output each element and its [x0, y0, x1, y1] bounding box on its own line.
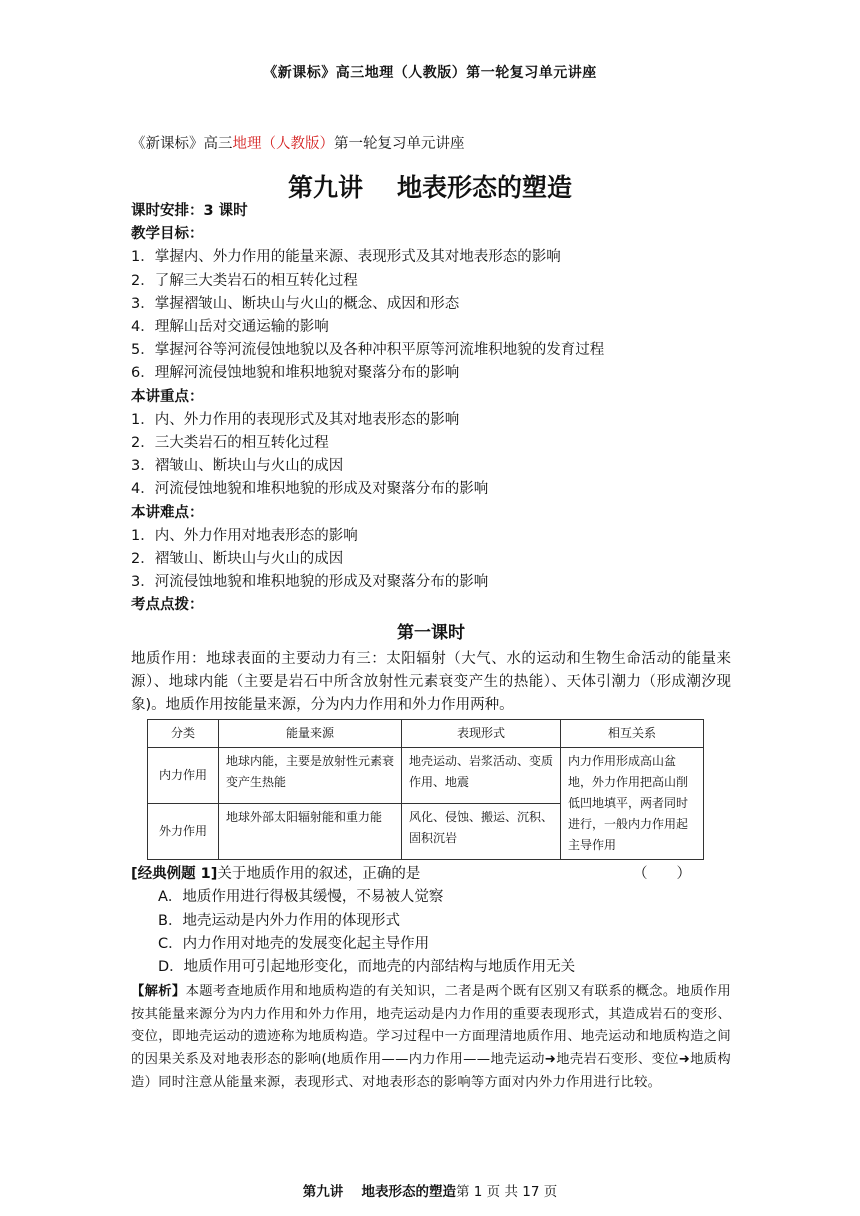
geologic-action-table: [147, 719, 704, 860]
subtitle-subject: 地理（人教版）: [232, 136, 334, 152]
example-option: A．地质作用进行得极其缓慢，不易被人觉察: [158, 889, 444, 906]
table-cell-source: 地球内能，主要是放射性元素衰变产生热能: [219, 748, 402, 804]
table-cell-type: 内力作用: [148, 748, 219, 804]
key-point: 3．褶皱山、断块山与火山的成因: [131, 458, 344, 475]
lesson-title: 第一课时: [397, 622, 465, 643]
table-header-row: [148, 720, 704, 748]
goal-item: 5．掌握河谷等河流侵蚀地貌以及各种冲积平原等河流堆积地貌的发育过程: [131, 342, 605, 359]
goals-heading: 教学目标：: [131, 226, 204, 243]
key-point: 1．内、外力作用的表现形式及其对地表形态的影响: [131, 411, 460, 428]
table-cell-source: 地球外部太阳辐射能和重力能: [219, 804, 402, 860]
example-label: [经典例题 1]: [131, 866, 218, 883]
difficult-point: 2．褶皱山、断块山与火山的成因: [131, 551, 344, 568]
schedule: 课时安排：3 课时: [131, 203, 248, 219]
difficult-point: 3．河流侵蚀地貌和堆积地貌的形成及对聚落分布的影响: [131, 574, 489, 591]
doc-subtitle: [131, 132, 465, 153]
goal-item: 4．理解山岳对交通运输的影响: [131, 319, 329, 336]
analysis-paragraph: [131, 981, 731, 1094]
footer-page: 第 1 页 共 17 页: [455, 1184, 558, 1200]
example-option: B．地壳运动是内外力作用的体现形式: [158, 912, 400, 929]
example-question: [131, 863, 731, 886]
intro-paragraph: 地质作用：地球表面的主要动力有三：太阳辐射（大气、水的运动和生物生命活动的能量来源）、地球内能（主要是岩石中所含放射性元素衰变产生的热能）、天体引潮力（形成潮汐现象)。地质作用按能量来源，分为内力作用和外力作用两种。: [131, 650, 731, 714]
table-cell-relation: 内力作用形成高山盆地，外力作用把高山削低凹地填平，两者同时进行，一般内力作用起主导作用: [561, 748, 704, 860]
difficult-point: 1．内、外力作用对地表形态的影响: [131, 527, 358, 544]
table-cell-type: 外力作用: [148, 804, 219, 860]
difficult-heading: 本讲难点：: [131, 504, 204, 521]
example-option: C．内力作用对地壳的发展变化起主导作用: [158, 935, 430, 952]
subtitle-pre: 《新课标》高三: [131, 136, 233, 152]
table-header: 分类: [148, 720, 219, 748]
key-point: 4．河流侵蚀地貌和堆积地貌的形成及对聚落分布的影响: [131, 481, 489, 498]
goal-item: 2．了解三大类岩石的相互转化过程: [131, 272, 358, 289]
doc-title: [0, 168, 860, 204]
example-option: D．地质作用可引起地形变化，而地壳的内部结构与地质作用无关: [158, 959, 576, 976]
example-text: 关于地质作用的叙述，正确的是: [217, 866, 421, 883]
table-header: 相互关系: [561, 720, 704, 748]
key-point: 2．三大类岩石的相互转化过程: [131, 435, 329, 452]
table-row: [148, 748, 704, 804]
title-lecture-number: 第九讲: [287, 173, 363, 202]
page-header: 《新课标》高三地理（人教版）第一轮复习单元讲座: [263, 65, 597, 81]
analysis-text: 本题考查地质作用和地质构造的有关知识，二者是两个既有区别又有联系的概念。地质作用按其能量来源分为内力作用和外力作用，地壳运动是内力作用的重要表现形式，其造成岩石的变形、变位，即地壳运动的遗迹称为地质构造。学习过程中一方面理清地质作用、地壳运动和地质构造之间的因果关系及对地表形态的影响(地质作用——内力作用——地壳运动➜地壳岩石变形、变位➜地质构造）同时注意从能量来源，表现形式、对地表形态的影响等方面对内外力作用进行比较。: [131, 984, 732, 1090]
table-cell-form: 风化、侵蚀、搬运、沉积、固积沉岩: [402, 804, 561, 860]
doc-body: [131, 200, 731, 1094]
title-topic: 地表形态的塑造: [397, 173, 573, 202]
table-header: 表现形式: [402, 720, 561, 748]
analysis-label: 【解析】: [131, 984, 186, 1000]
goal-item: 3．掌握褶皱山、断块山与火山的概念、成因和形态: [131, 295, 460, 312]
goal-item: 1．掌握内、外力作用的能量来源、表现形式及其对地表形态的影响: [131, 249, 561, 266]
table-header: 能量来源: [219, 720, 402, 748]
key-heading: 本讲重点：: [131, 388, 204, 405]
table-cell-form: 地壳运动、岩浆活动、变质作用、地震: [402, 748, 561, 804]
goal-item: 6．理解河流侵蚀地貌和堆积地貌对聚落分布的影响: [131, 365, 460, 382]
page-footer: [0, 1180, 860, 1200]
footer-title: 第九讲 地表形态的塑造: [302, 1184, 456, 1200]
exam-heading: 考点点拨：: [131, 597, 204, 614]
subtitle-post: 第一轮复习单元讲座: [334, 136, 465, 152]
answer-blank: （ ）: [633, 866, 691, 883]
